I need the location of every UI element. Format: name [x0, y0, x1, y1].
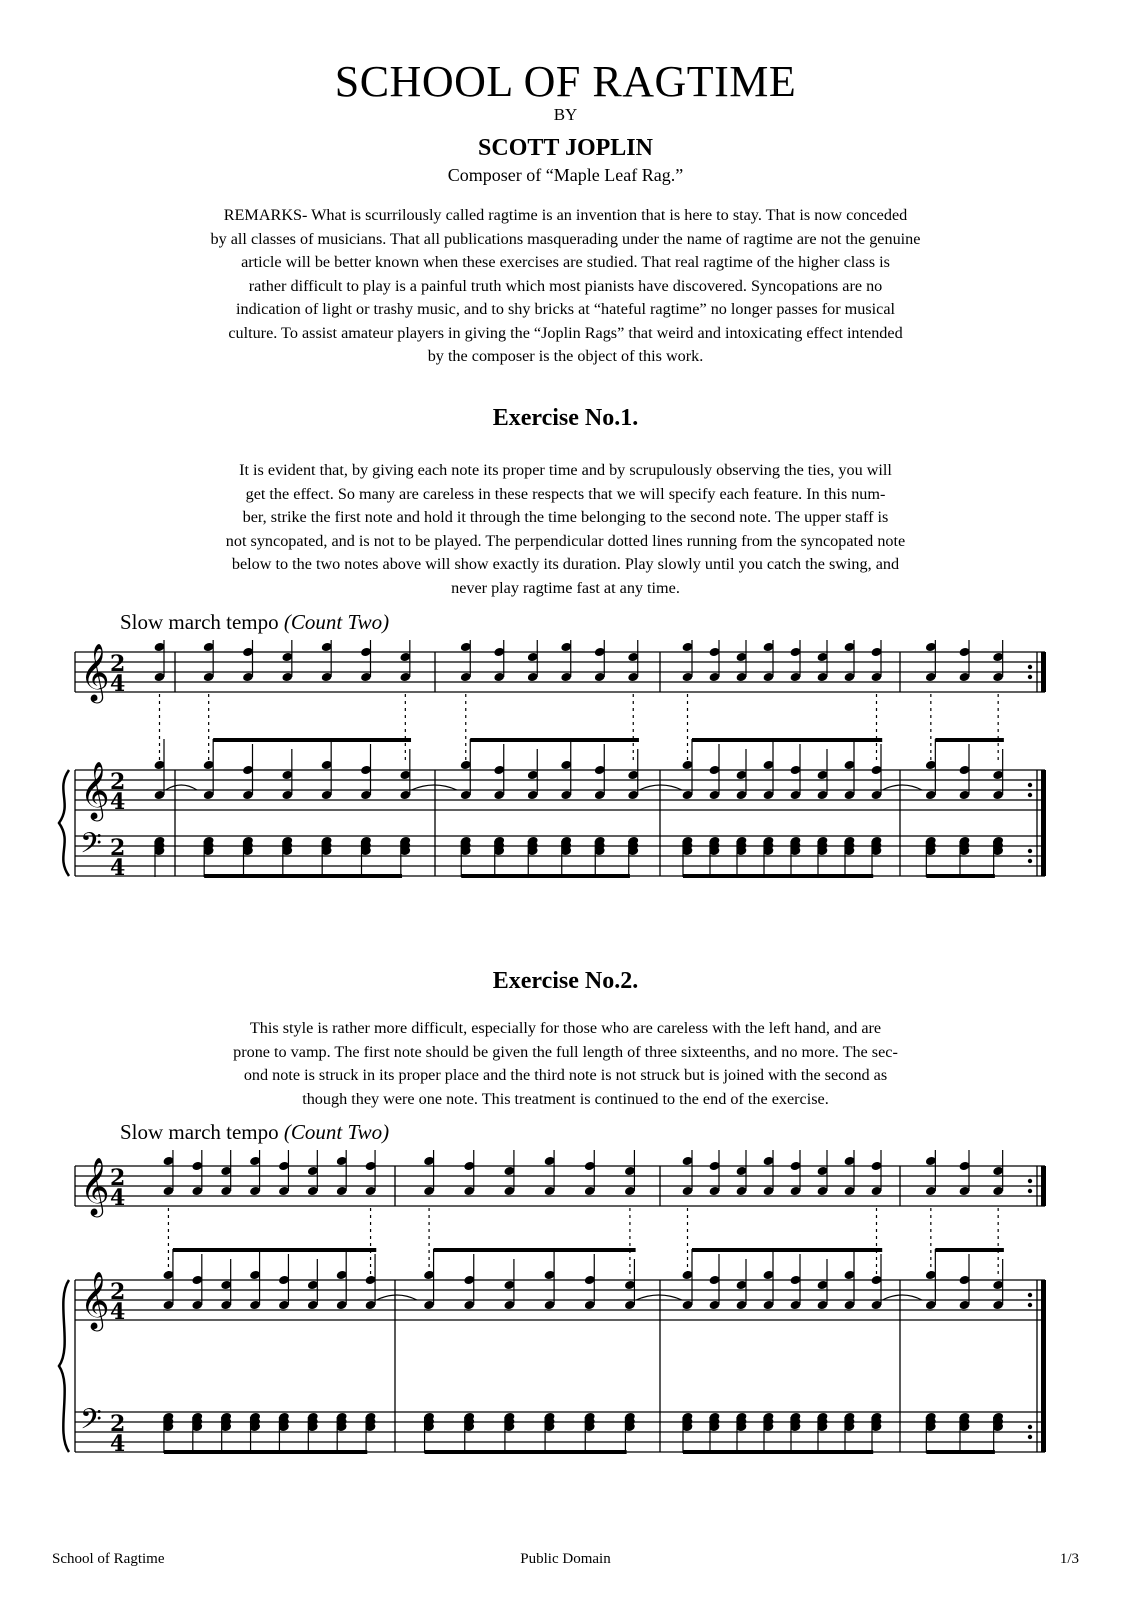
time-signature-top: 2 [110, 1279, 126, 1305]
time-signature-bottom: 4 [110, 1185, 126, 1211]
time-signature-bottom: 4 [110, 789, 126, 815]
exercise-2-text [128, 1017, 1003, 1111]
tie-arc [883, 785, 923, 790]
composer-name: SCOTT JOPLIN [478, 135, 653, 161]
repeat-dot [1028, 1293, 1032, 1297]
note-beam [434, 1248, 636, 1252]
tempo-text: Slow march tempo [120, 1120, 279, 1144]
treble-clef-icon: 𝄞 [80, 761, 110, 819]
repeat-dot [1028, 1425, 1032, 1429]
tie-arc [883, 1295, 923, 1300]
note-beam [926, 1450, 995, 1454]
note-beam [692, 738, 882, 742]
exercise-2-line: This style is rather more difficult, especially for those who are careless with the left hand, and are [249, 1019, 882, 1037]
note-beam [935, 738, 1004, 742]
note-beam [461, 874, 630, 878]
tie-arc [636, 1295, 682, 1300]
tie-arc [411, 785, 457, 790]
treble-clef-icon: 𝄞 [80, 1157, 110, 1215]
note-beam [213, 738, 411, 742]
note-beam [173, 1248, 376, 1252]
tie-arc [377, 1295, 417, 1300]
exercise-2-line: ond note is struck in its proper place and the third note is not struck but is joined with the second as [243, 1066, 888, 1084]
repeat-dot [1028, 849, 1032, 853]
time-signature-top: 2 [110, 769, 126, 795]
repeat-dot [1028, 675, 1032, 679]
final-barline [1041, 770, 1046, 876]
time-signature-top: 2 [110, 651, 126, 677]
remarks-line: by the composer is the object of this work. [427, 347, 704, 365]
exercise-1-text [128, 459, 1003, 600]
repeat-dot [1028, 859, 1032, 863]
repeat-dot [1028, 783, 1032, 787]
treble-clef-icon: 𝄞 [80, 1271, 110, 1329]
note-beam [164, 1450, 367, 1454]
exercise-1-title: Exercise No.1. [492, 405, 639, 431]
exercise-1-line: get the effect. So many are careless in these respects that we will specify each feature. In this num- [245, 484, 886, 503]
final-barline [1041, 1166, 1046, 1206]
remarks-paragraph [110, 204, 1021, 369]
exercise-1-line: not syncopated, and is not to be played. The perpendicular dotted lines running from the syncopated note [225, 531, 906, 550]
exercise-1-line: below to the two notes above will show exactly its duration. Play slowly until you catch the swing, and [231, 555, 900, 573]
exercise-2-title: Exercise No.2. [492, 968, 639, 994]
note-beam [935, 1248, 1004, 1252]
bass-clef-icon: 𝄢 [80, 1403, 102, 1443]
bass-clef-icon: 𝄢 [80, 827, 102, 867]
composer-credit: Composer of “Maple Leaf Rag.” [447, 165, 684, 185]
treble-clef-icon: 𝄞 [80, 643, 110, 701]
repeat-dot [1028, 1189, 1032, 1193]
exercise-1-line: never play ragtime fast at any time. [451, 578, 680, 597]
byline: BY [553, 105, 578, 124]
tempo-count: (Count Two) [283, 1120, 390, 1144]
final-barline [1041, 652, 1046, 692]
tempo-count: (Count Two) [283, 610, 390, 634]
note-beam [926, 874, 995, 878]
time-signature-bottom: 4 [110, 671, 126, 697]
remarks-line: indication of light or trashy music, and to shy bricks at “hateful ragtime” no longer passes for musical [235, 300, 896, 318]
tempo-text: Slow march tempo [120, 610, 279, 634]
note-beam [683, 1450, 873, 1454]
exercise-2-line: though they were one note. This treatment is continued to the end of the exercise. [302, 1089, 829, 1108]
footer-license: Public Domain [520, 1551, 611, 1567]
exercise-2-score [0, 1150, 1131, 1520]
note-beam [683, 874, 873, 878]
exercise-2-line: prone to vamp. The first note should be given the full length of three sixteenths, and no more. The sec- [233, 1042, 898, 1061]
remarks-line: rather difficult to play is a painful truth which most pianists have discovered. Syncopations are no [248, 276, 883, 295]
note-beam [425, 1450, 627, 1454]
exercise-1-line: It is evident that, by giving each note its proper time and by scrupulously observing the ties, you will [239, 461, 892, 479]
note-beam [204, 874, 402, 878]
exercise-1-line: ber, strike the first note and hold it through the time belonging to the second note. The upper staff is [242, 508, 889, 526]
time-signature-top: 2 [110, 1165, 126, 1191]
repeat-dot [1028, 1435, 1032, 1439]
tie-arc [166, 785, 198, 790]
time-signature-bottom: 4 [110, 855, 126, 881]
exercise-2-tempo [120, 1120, 389, 1145]
note-beam [470, 738, 639, 742]
repeat-dot [1028, 1303, 1032, 1307]
remarks-line: REMARKS- What is scurrilously called ragtime is an invention that is here to stay. That is now conceded [223, 206, 908, 224]
time-signature-bottom: 4 [110, 1299, 126, 1325]
note-beam [692, 1248, 882, 1252]
footer-title: School of Ragtime [52, 1551, 165, 1567]
final-barline [1041, 1280, 1046, 1452]
repeat-dot [1028, 793, 1032, 797]
grand-staff-brace [59, 770, 69, 876]
remarks-line: culture. To assist amateur players in giving the “Joplin Rags” that weird and intoxicating effect intended [228, 323, 903, 342]
time-signature-top: 2 [110, 835, 126, 861]
grand-staff-brace [59, 1280, 69, 1452]
exercise-1-score [0, 640, 1131, 920]
exercise-1-tempo [120, 610, 389, 635]
remarks-line: article will be better known when these exercises are studied. That real ragtime of the higher class is [241, 253, 890, 271]
remarks-line: by all classes of musicians. That all publications masquerading under the name of ragtime are not the genuine [210, 229, 921, 248]
repeat-dot [1028, 1179, 1032, 1183]
time-signature-bottom: 4 [110, 1431, 126, 1457]
time-signature-top: 2 [110, 1411, 126, 1437]
repeat-dot [1028, 665, 1032, 669]
footer-page-number: 1/3 [1059, 1551, 1079, 1567]
page-title: SCHOOL OF RAGTIME [334, 57, 797, 106]
